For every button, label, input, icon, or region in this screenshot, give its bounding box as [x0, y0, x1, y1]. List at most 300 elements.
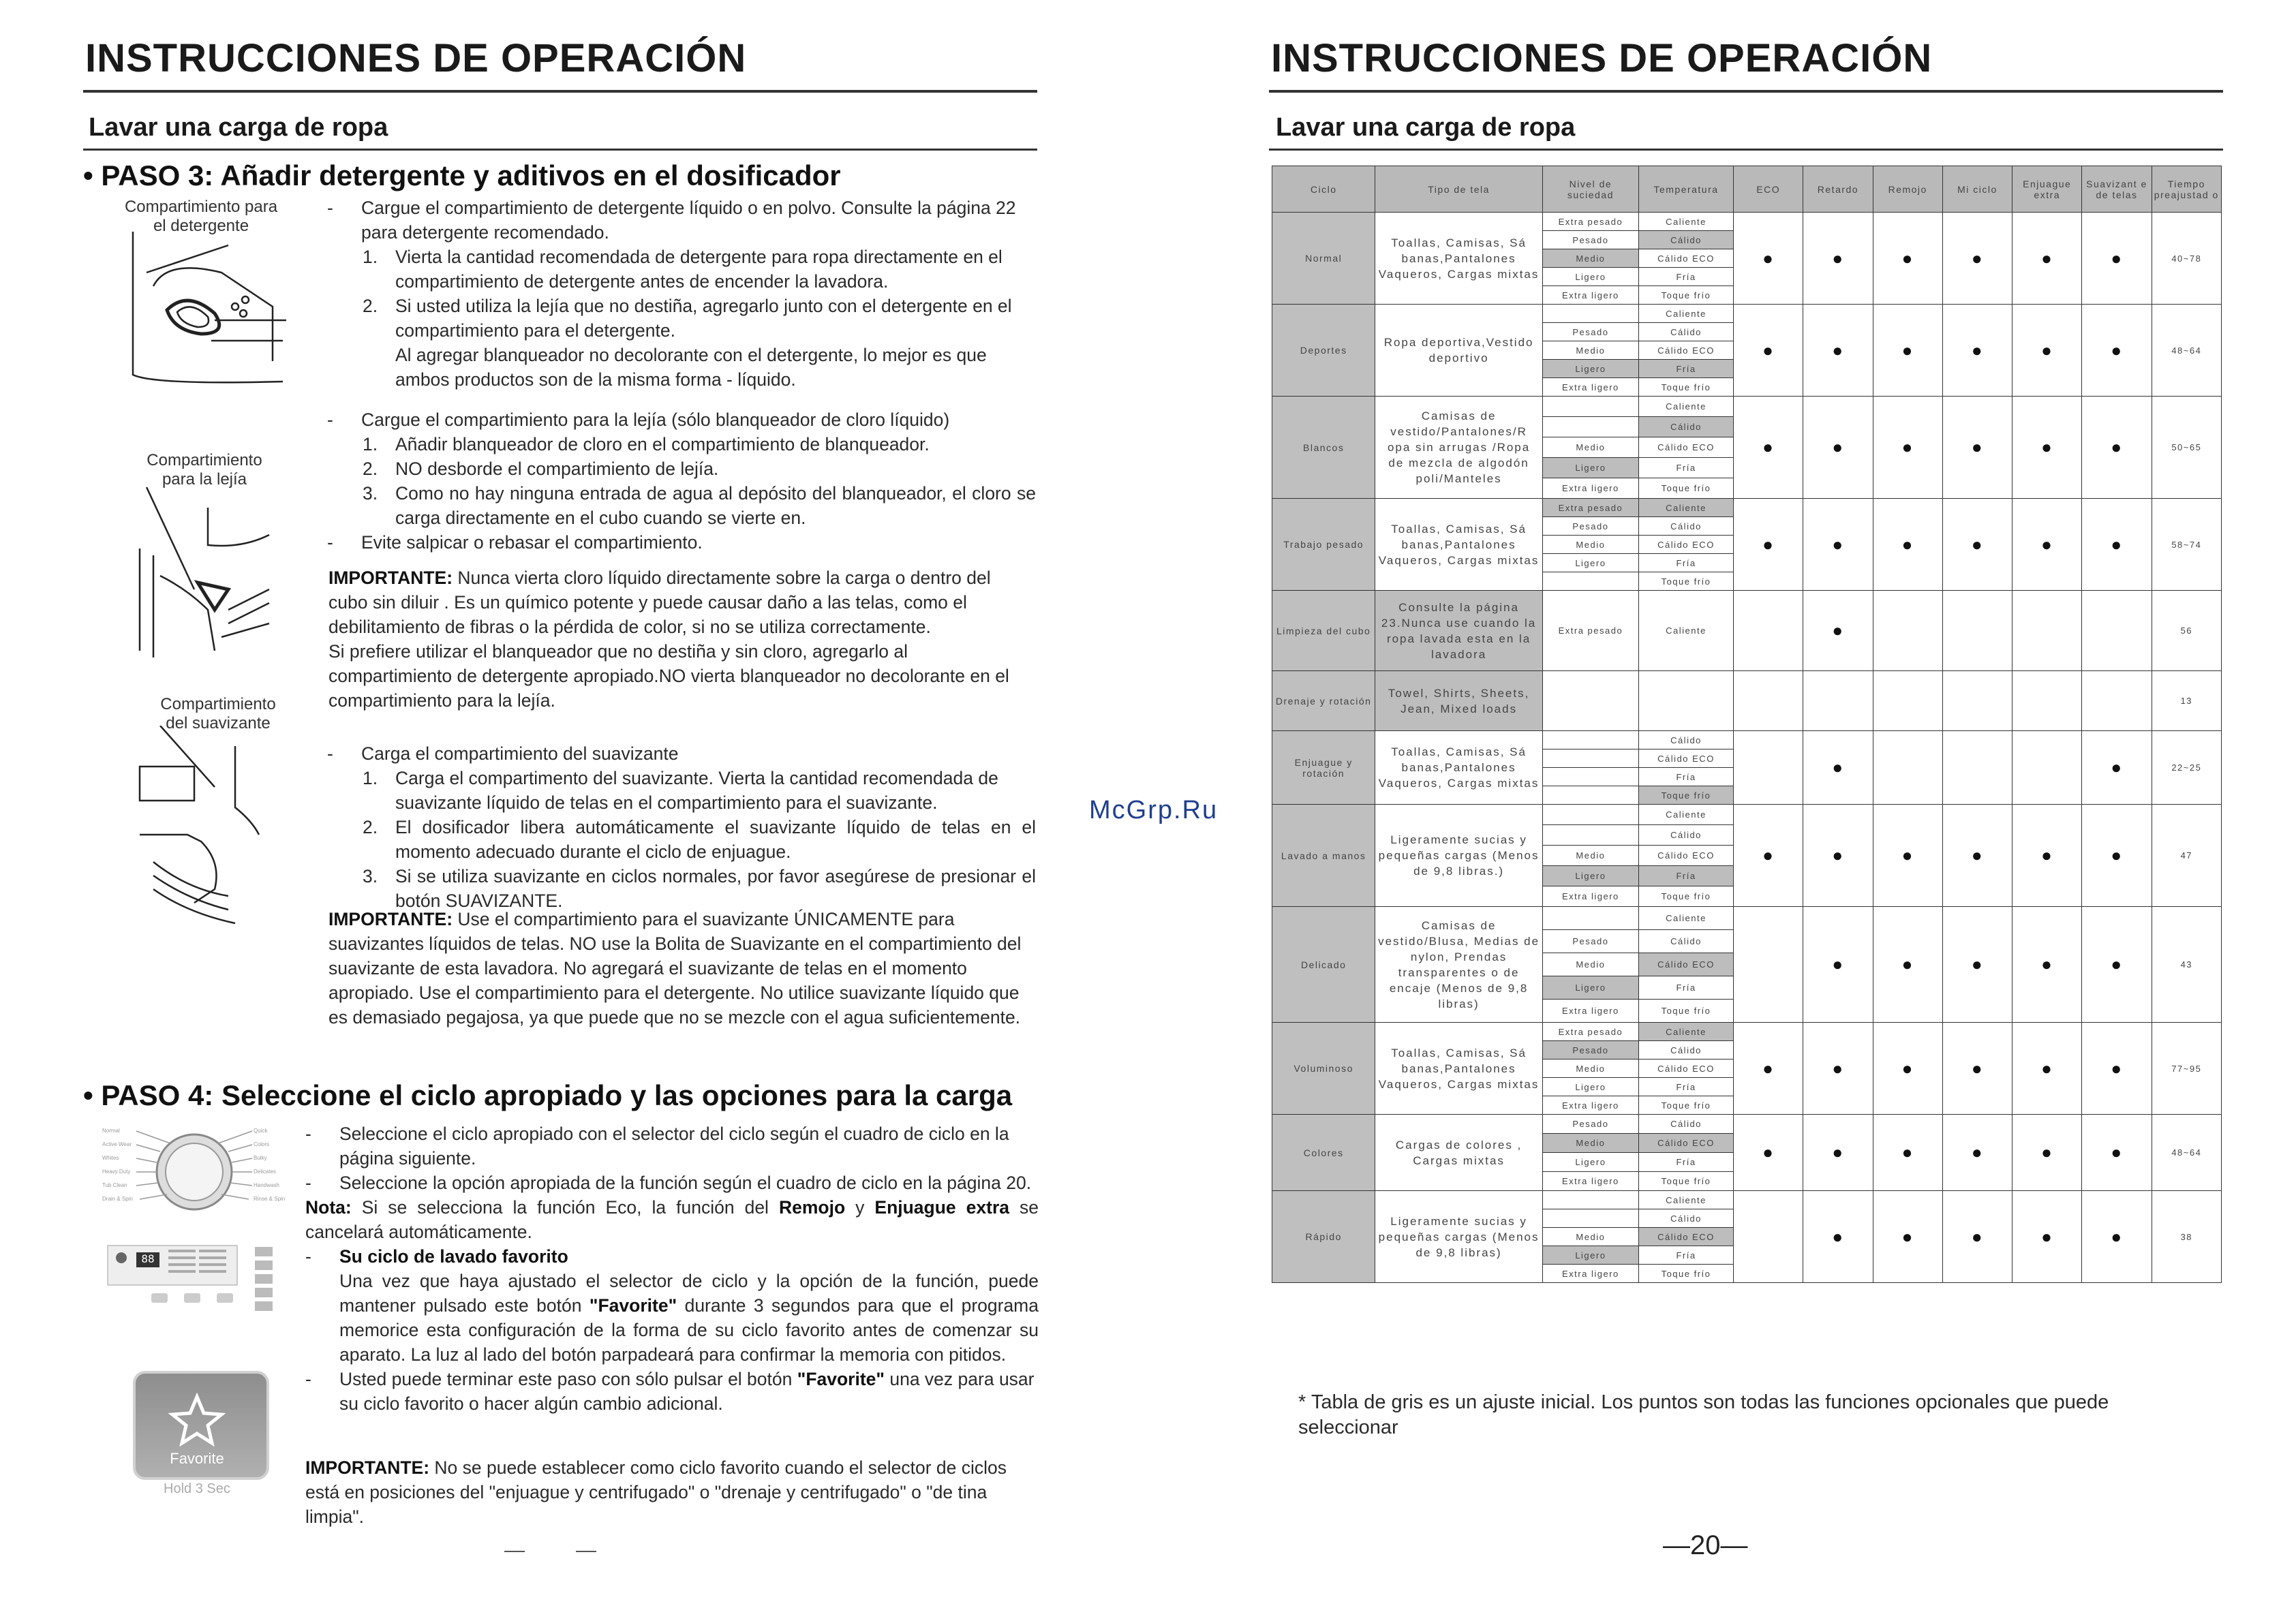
title-rule	[1269, 90, 2223, 93]
preset-time: 50~65	[2152, 397, 2221, 499]
detergent-instructions: - Cargue el compartimiento de detergente líquido o en polvo. Consulte la página 22 para detergente recomendado. 1. Vierta la cantidad recomendada de detergente para ropa directamente en el compartimiento de detergente antes de encender la lavadora. 2. Si usted utiliza la lejía que no destiña, agregarlo junto con el detergente en el compartimiento para el detergente. Al agregar blanqueador no decolorante con el detergente, lo mejor es que ambos productos son de la misma forma - líquido.	[327, 198, 1016, 390]
cycle-name: Lavado a manos	[1272, 805, 1375, 907]
temperature: Fría	[1638, 1153, 1733, 1172]
cycle-name: Colores	[1272, 1115, 1375, 1191]
soil-level: Extra ligero	[1542, 286, 1638, 305]
bleach-important-text: Nunca vierta cloro líquido directamente sobre la carga o dentro del cubo sin diluir . Es un químico potente y puede causar daño a las telas, como el debilitamiento de fibras o la pérdida de color, si no se utiliza correctamente.	[328, 568, 991, 637]
cycle-name: Drenaje y rotación	[1272, 671, 1375, 731]
option-dot: ●	[1873, 1191, 1942, 1283]
fabric-type: Toallas, Camisas, Sá banas,Pantalones Vaqueros, Cargas mixtas	[1375, 213, 1542, 305]
step3-heading: • PASO 3: Añadir detergente y aditivos en el dosificador	[83, 159, 841, 191]
option-dot: ●	[1734, 397, 1803, 499]
option-dot: ●	[1942, 1023, 2012, 1115]
option-dot: ●	[1734, 805, 1803, 907]
soil-level	[1542, 417, 1638, 437]
option-dot	[1873, 731, 1942, 805]
soil-level: Medio	[1542, 846, 1638, 866]
option-dot: ●	[2082, 1191, 2152, 1283]
table-header-row	[1272, 166, 2222, 213]
nota-y: y	[855, 1197, 865, 1218]
fabric-type: Towel, Shirts, Sheets, Jean, Mixed loads	[1375, 671, 1542, 731]
temperature: Cálido	[1638, 930, 1733, 953]
bleach-important-label: IMPORTANTE:	[328, 568, 453, 588]
cycle-name: Delicado	[1272, 907, 1375, 1023]
temperature: Caliente	[1638, 1023, 1733, 1041]
soil-level: Ligero	[1542, 458, 1638, 478]
soil-level: Pesado	[1542, 231, 1638, 249]
nota-label: Nota:	[305, 1197, 352, 1218]
temperature: Fría	[1638, 1246, 1733, 1265]
temperature: Toque frío	[1638, 378, 1733, 397]
cycle-name: Rápido	[1272, 1191, 1375, 1283]
temperature: Cálido	[1638, 417, 1733, 437]
table-row	[1272, 1191, 2222, 1209]
detergent-step2: Si usted utiliza la lejía que no destiña, agregarlo junto con el detergente en el compartimiento para el detergente.	[395, 296, 1012, 341]
bleach-compartment-illustration	[133, 487, 283, 671]
option-dot: ●	[1803, 213, 1873, 305]
soil-level	[1542, 825, 1638, 846]
temperature: Cálido ECO	[1638, 749, 1733, 768]
soil-level: Medio	[1542, 249, 1638, 268]
star-icon	[136, 1374, 272, 1455]
bleach-step1: Añadir blanqueador de cloro en el compartimiento de blanqueador.	[395, 434, 930, 454]
option-dot	[2012, 671, 2082, 731]
softener-important	[328, 907, 1030, 1030]
cycle-name: Limpieza del cubo	[1272, 591, 1375, 671]
temperature: Caliente	[1638, 1191, 1733, 1209]
option-dot: ●	[1734, 213, 1803, 305]
subtitle-rule	[1269, 149, 2223, 151]
dial-label: Bulky	[254, 1155, 267, 1161]
fabric-type: Camisas de vestido/Blusa, Medias de nylon, Prendas transparentes o de encaje (Menos de 9,8 libras)	[1375, 907, 1542, 1023]
table-header-cell: Mi ciclo	[1942, 166, 2012, 213]
fabric-type: Toallas, Camisas, Sá banas,Pantalones Vaqueros, Cargas mixtas	[1375, 499, 1542, 591]
temperature: Cálido	[1638, 731, 1733, 749]
temperature: Toque frío	[1638, 1172, 1733, 1191]
option-dot: ●	[2082, 499, 2152, 591]
dial-label: Drain & Spin	[102, 1196, 133, 1202]
soil-level: Pesado	[1542, 323, 1638, 341]
table-row	[1272, 805, 2222, 825]
temperature: Caliente	[1638, 591, 1733, 671]
temperature: Cálido ECO	[1638, 249, 1733, 268]
table-header-cell: Suavizant e de telas	[2082, 166, 2152, 213]
temperature: Cálido	[1638, 825, 1733, 846]
soil-level: Medio	[1542, 437, 1638, 458]
table-row	[1272, 305, 2222, 323]
step4-bullet1: Seleccione el ciclo apropiado con el selector del ciclo según el cuadro de ciclo en la página siguiente.	[339, 1124, 1009, 1169]
temperature: Cálido	[1638, 1041, 1733, 1060]
temperature: Cálido ECO	[1638, 1134, 1733, 1153]
option-dot: ●	[1942, 499, 2012, 591]
option-dot: ●	[1803, 591, 1873, 671]
temperature: Fría	[1638, 768, 1733, 786]
option-dot: ●	[1942, 1191, 2012, 1283]
fig-softener-label: Compartimiento del suavizante	[160, 695, 276, 732]
soil-level	[1542, 397, 1638, 417]
step4-instructions: - Seleccione el ciclo apropiado con el selector del ciclo según el cuadro de ciclo en la página siguiente. - Seleccione la opción apropiada de la función según el cuadro de ciclo en la página 20. Nota: Si se selecciona la función Eco, la función del Remojo y Enjuague extra se cancelará automáticamente. - Su ciclo de lavado favorito Una vez que haya ajustado el selector de ciclo y la opción de la función, puede mantener pulsado este botón "Favorite" durante 3 segundos para que el programa memorice esta configuración de la forma de su ciclo favorito antes de comenzar su aparato. La luz al lado del botón parpadeará para confirmar la memoria con pitidos. - Usted puede terminar este paso con sólo pulsar el botón "Favorite" una vez para usar su ciclo favorito o hacer algún cambio adicional.	[305, 1124, 1039, 1414]
dial-label: Colors	[254, 1141, 270, 1147]
temperature: Cálido ECO	[1638, 341, 1733, 360]
option-dot: ●	[1873, 397, 1942, 499]
preset-time: 13	[2152, 671, 2221, 731]
option-dot: ●	[2012, 213, 2082, 305]
soil-level	[1542, 671, 1638, 731]
fig-detergent-label: Compartimiento para el detergente	[124, 198, 278, 235]
option-dot	[2012, 731, 2082, 805]
fig-bleach-label: Compartimiento para la lejía	[147, 451, 262, 489]
option-dot: ●	[1942, 1115, 2012, 1191]
end-text1: Usted puede terminar este paso con sólo pulsar el botón	[339, 1369, 793, 1389]
nota-remojo: Remojo	[778, 1197, 846, 1218]
footer-dash	[576, 1551, 596, 1552]
soil-level	[1542, 1209, 1638, 1228]
temperature: Toque frío	[1638, 286, 1733, 305]
temperature: Toque frío	[1638, 572, 1733, 591]
dial-label: Normal	[102, 1128, 120, 1134]
cycle-name: Normal	[1272, 213, 1375, 305]
option-dot: ●	[2012, 397, 2082, 499]
nota-enjuague: Enjuague extra	[874, 1197, 1009, 1218]
temperature: Fría	[1638, 360, 1733, 378]
watermark: McGrp.Ru	[1089, 796, 1219, 824]
option-dot	[1803, 671, 1873, 731]
soil-level: Extra ligero	[1542, 1096, 1638, 1115]
table-row	[1272, 213, 2222, 231]
temperature: Cálido ECO	[1638, 1228, 1733, 1246]
table-header-cell: ECO	[1734, 166, 1803, 213]
soil-level: Ligero	[1542, 1153, 1638, 1172]
dial-label: Rinse & Spin	[254, 1196, 286, 1202]
table-header-cell: Enjuague extra	[2012, 166, 2082, 213]
dial-label: Whites	[102, 1155, 119, 1161]
option-dot: ●	[1803, 499, 1873, 591]
detergent-note: Al agregar blanqueador no decolorante con el detergente, lo mejor es que ambos productos son de la misma forma - líquido.	[395, 345, 987, 390]
option-dot: ●	[1873, 907, 1942, 1023]
option-dot: ●	[1942, 397, 2012, 499]
left-page-title: INSTRUCCIONES DE OPERACIÓN	[85, 36, 747, 80]
option-dot: ●	[1734, 1115, 1803, 1191]
right-page-title: INSTRUCCIONES DE OPERACIÓN	[1271, 36, 1933, 80]
favorite-cycle-title: Su ciclo de lavado favorito	[339, 1246, 568, 1267]
bleach-step3: Como no hay ninguna entrada de agua al depósito del blanqueador, el cloro se carga directamente en el cubo cuando se vierte en.	[395, 483, 1036, 528]
option-dot: ●	[1803, 1191, 1873, 1283]
preset-time: 43	[2152, 907, 2221, 1023]
fabric-type: Toallas, Camisas, Sá banas,Pantalones Vaqueros, Cargas mixtas	[1375, 731, 1542, 805]
table-row	[1272, 1023, 2222, 1041]
option-dot	[2012, 591, 2082, 671]
soil-level: Ligero	[1542, 1078, 1638, 1096]
option-dot: ●	[1734, 305, 1803, 397]
softener-intro: Carga el compartimiento del suavizante	[361, 743, 679, 764]
temperature: Toque frío	[1638, 1000, 1733, 1023]
soil-level	[1542, 768, 1638, 786]
soil-level: Extra ligero	[1542, 1265, 1638, 1283]
temperature: Cálido ECO	[1638, 846, 1733, 866]
favorite-text2: durante 3 segundos para que el programa memorice esta configuración de la forma de su ciclo favorito antes de comenzar su aparato. La luz al lado del botón parpadeará para confirmar la memoria con pitidos.	[339, 1295, 1039, 1365]
temperature: Caliente	[1638, 397, 1733, 417]
favorite-label: Favorite	[170, 1450, 224, 1467]
option-dot: ●	[1803, 1115, 1873, 1191]
option-dot	[1734, 731, 1803, 805]
soil-level	[1542, 731, 1638, 749]
dial-label: Tub Clean	[102, 1182, 127, 1188]
step4-heading: • PASO 4: Seleccione el ciclo apropiado y las opciones para la carga	[83, 1079, 1013, 1111]
option-dot: ●	[2082, 1115, 2152, 1191]
soil-level: Extra ligero	[1542, 1172, 1638, 1191]
fabric-type: Cargas de colores , Cargas mixtas	[1375, 1115, 1542, 1191]
softener-compartment-illustration	[133, 726, 283, 930]
temperature: Caliente	[1638, 805, 1733, 825]
soil-level	[1542, 1191, 1638, 1209]
nota-text2: cancelará automáticamente.	[305, 1222, 532, 1242]
softener-important-text: Use el compartimiento para el suavizante ÚNICAMENTE para suavizantes líquidos de telas. NO use la Bolita de Suavizante en el compartimiento del suavizante de esta lavadora. No agregará el suavizante de telas en el momento apropiado. Use el compartimiento para el detergente. No utilice suavizante líquido que es demasiado pegajosa, ya que puede que no se mezcle con el agua suficientemente.	[328, 909, 1022, 1027]
soil-level	[1542, 805, 1638, 825]
table-footnote: * Tabla de gris es un ajuste inicial. Los puntos son todas las funciones opcionales que puede seleccionar	[1298, 1391, 2109, 1438]
option-dot: ●	[1734, 499, 1803, 591]
option-dot	[1873, 671, 1942, 731]
table-row	[1272, 671, 2222, 731]
soil-level: Extra ligero	[1542, 886, 1638, 907]
soil-level: Ligero	[1542, 268, 1638, 286]
temperature: Fría	[1638, 1078, 1733, 1096]
option-dot: ●	[1942, 907, 2012, 1023]
option-dot: ●	[1942, 305, 2012, 397]
detergent-step1: Vierta la cantidad recomendada de detergente para ropa directamente en el compartimiento de detergente antes de encender la lavadora.	[395, 247, 1002, 292]
temperature: Toque frío	[1638, 478, 1733, 499]
table-row	[1272, 591, 2222, 671]
soil-level	[1542, 572, 1638, 591]
favorite-button-ref: "Favorite"	[589, 1295, 677, 1316]
soil-level	[1542, 786, 1638, 805]
bleach-avoid: Evite salpicar o rebasar el compartimiento.	[361, 532, 703, 553]
option-dot: ●	[1873, 1023, 1942, 1115]
step4-bullet2: Seleccione la opción apropiada de la función según el cuadro de ciclo en la página 20.	[339, 1173, 1032, 1193]
option-dot: ●	[2082, 1023, 2152, 1115]
temperature: Cálido ECO	[1638, 437, 1733, 458]
temperature: Fría	[1638, 268, 1733, 286]
preset-time: 77~95	[2152, 1023, 2221, 1115]
step4-important	[305, 1455, 1014, 1529]
option-dot: ●	[1803, 397, 1873, 499]
soil-level: Extra ligero	[1542, 1000, 1638, 1023]
fabric-type: Toallas, Camisas, Sá banas,Pantalones Vaqueros, Cargas mixtas	[1375, 1023, 1542, 1115]
soil-level: Medio	[1542, 536, 1638, 554]
soil-level: Extra ligero	[1542, 478, 1638, 499]
subtitle-rule	[83, 149, 1037, 151]
bleach-important	[328, 566, 1030, 713]
nota-text: Si se selecciona la función Eco, la función del	[361, 1197, 769, 1218]
table-row	[1272, 397, 2222, 417]
option-dot: ●	[1873, 213, 1942, 305]
temperature: Cálido ECO	[1638, 1060, 1733, 1078]
temperature: Fría	[1638, 458, 1733, 478]
step4-important-text: No se puede establecer como ciclo favorito cuando el selector de ciclos está en posiciones del "enjuague y centrifugado" o "drenaje y centrifugado" o "de tina limpia".	[305, 1457, 1007, 1527]
temperature: Cálido ECO	[1638, 536, 1733, 554]
detergent-compartment-illustration	[126, 232, 290, 388]
temperature: Cálido ECO	[1638, 953, 1733, 976]
option-dot: ●	[2082, 213, 2152, 305]
soil-level: Extra pesado	[1542, 499, 1638, 517]
bleach-intro: Cargue el compartimiento para la lejía (sólo blanqueador de cloro líquido)	[361, 409, 950, 430]
left-subtitle: Lavar una carga de ropa	[89, 113, 388, 142]
bleach-instructions: - Cargue el compartimiento para la lejía (sólo blanqueador de cloro líquido) 1. Añadir blanqueador de cloro en el compartimiento de blanqueador. 2. NO desborde el compartimiento de lejía. 3. Como no hay ninguna entrada de agua al depósito del blanqueador, el cloro se carga directamente en el cubo cuando se vierte en. - Evite salpicar o rebasar el compartimiento.	[327, 409, 1036, 553]
temperature: Toque frío	[1638, 886, 1733, 907]
temperature: Cálido	[1638, 1115, 1733, 1134]
option-dot: ●	[1803, 805, 1873, 907]
option-dot: ●	[2082, 731, 2152, 805]
table-row	[1272, 499, 2222, 517]
temperature: Caliente	[1638, 213, 1733, 231]
option-dot: ●	[2012, 907, 2082, 1023]
dial-label: Active Wear	[102, 1141, 132, 1147]
option-dot	[1942, 591, 2012, 671]
soil-level: Ligero	[1542, 360, 1638, 378]
table-header-cell: Temperatura	[1638, 166, 1733, 213]
soil-level: Medio	[1542, 953, 1638, 976]
table-header-cell: Tipo de tela	[1375, 166, 1542, 213]
softener-step1: Carga el compartimento del suavizante. Vierta la cantidad recomendada de suavizante líquido de telas en el compartimiento para el suavizante.	[395, 768, 998, 813]
soil-level: Ligero	[1542, 866, 1638, 886]
option-dot	[1942, 731, 2012, 805]
soil-level: Medio	[1542, 1134, 1638, 1153]
temperature: Toque frío	[1638, 1265, 1733, 1283]
fabric-type: Camisas de vestido/Pantalones/R opa sin arrugas /Ropa de mezcla de algodón poli/Manteles	[1375, 397, 1542, 499]
temperature: Toque frío	[1638, 786, 1733, 805]
table-row	[1272, 907, 2222, 930]
preset-time: 47	[2152, 805, 2221, 907]
option-dot	[1734, 591, 1803, 671]
option-dot: ●	[2012, 805, 2082, 907]
footer-dash	[504, 1551, 525, 1552]
soil-level: Extra pesado	[1542, 213, 1638, 231]
option-dot	[2082, 671, 2152, 731]
temperature: Caliente	[1638, 907, 1733, 930]
option-dot: ●	[1803, 731, 1873, 805]
soil-level: Ligero	[1542, 976, 1638, 1000]
option-dot: ●	[1803, 1023, 1873, 1115]
fabric-type: Ligeramente sucias y pequeñas cargas (Menos de 9,8 libras)	[1375, 1191, 1542, 1283]
cycle-table	[1272, 166, 2222, 1283]
temperature	[1638, 671, 1733, 731]
detergent-intro: Cargue el compartimiento de detergente líquido o en polvo. Consulte la página 22 para detergente recomendado.	[361, 198, 1016, 243]
option-dot	[1942, 671, 2012, 731]
end-text2: una vez para usar su ciclo favorito o hacer algún cambio adicional.	[339, 1369, 1035, 1414]
temperature: Fría	[1638, 866, 1733, 886]
option-dot: ●	[1873, 1115, 1942, 1191]
cycle-dial-illustration	[102, 1123, 286, 1218]
fabric-type: Ropa deportiva,Vestido deportivo	[1375, 305, 1542, 397]
soil-level: Extra ligero	[1542, 378, 1638, 397]
step4-important-label: IMPORTANTE:	[305, 1457, 430, 1478]
softener-important-label: IMPORTANTE:	[328, 909, 453, 929]
table-row	[1272, 1115, 2222, 1134]
soil-level: Extra pesado	[1542, 591, 1638, 671]
temperature: Caliente	[1638, 499, 1733, 517]
table-header-cell: Ciclo	[1272, 166, 1375, 213]
temperature: Cálido	[1638, 1209, 1733, 1228]
dial-label: Handwash	[254, 1182, 279, 1188]
dial-label: Quick	[254, 1128, 268, 1134]
option-dot	[2082, 591, 2152, 671]
preset-time: 38	[2152, 1191, 2221, 1283]
cycle-name: Blancos	[1272, 397, 1375, 499]
option-dot: ●	[2012, 1191, 2082, 1283]
option-dot: ●	[2082, 805, 2152, 907]
option-dot: ●	[2012, 305, 2082, 397]
option-dot	[1734, 1191, 1803, 1283]
option-dot: ●	[1942, 805, 2012, 907]
favorite-text1: Una vez que haya ajustado el selector de ciclo y la opción de la función, puede mantener pulsado este botón	[339, 1271, 1039, 1316]
favorite-button-illustration	[133, 1371, 269, 1480]
softener-instructions: - Carga el compartimiento del suavizante 1. Carga el compartimento del suavizante. Vierta la cantidad recomendada de suavizante líquido de telas en el compartimiento para el suavizante. 2. El dosificador libera automáticamente el suavizante líquido de telas en el momento adecuado durante el ciclo de enjuague. 3. Si se utiliza suavizante en ciclos normales, por favor asegúrese de presionar el botón SUAVIZANTE.	[327, 743, 1036, 911]
temperature: Cálido	[1638, 231, 1733, 249]
cycle-name: Deportes	[1272, 305, 1375, 397]
option-dot: ●	[1873, 499, 1942, 591]
soil-level: Medio	[1542, 341, 1638, 360]
panel-display: 88	[141, 1252, 155, 1265]
preset-time: 58~74	[2152, 499, 2221, 591]
temperature: Caliente	[1638, 305, 1733, 323]
nota-se: se	[1020, 1197, 1039, 1218]
table-row	[1272, 731, 2222, 749]
cycle-name: Trabajo pesado	[1272, 499, 1375, 591]
option-dot: ●	[1803, 907, 1873, 1023]
table-header-cell: Retardo	[1803, 166, 1873, 213]
temperature: Fría	[1638, 554, 1733, 572]
option-dot: ●	[2012, 1023, 2082, 1115]
end-button-ref: "Favorite"	[797, 1369, 885, 1389]
fabric-type: Ligeramente sucias y pequeñas cargas (Menos de 9,8 libras.)	[1375, 805, 1542, 907]
table-header-cell: Tiempo preajustad o	[2152, 166, 2221, 213]
soil-level	[1542, 749, 1638, 768]
page-number: —20—	[1663, 1530, 1748, 1560]
preset-time: 22~25	[2152, 731, 2221, 805]
softener-step2: El dosificador libera automáticamente el suavizante líquido de telas en el momento adecuado durante el ciclo de enjuague.	[395, 817, 1036, 862]
soil-level: Ligero	[1542, 554, 1638, 572]
hold-label: Hold 3 Sec	[164, 1481, 230, 1496]
control-panel-illustration	[104, 1240, 288, 1322]
option-dot: ●	[1803, 305, 1873, 397]
option-dot: ●	[1942, 213, 2012, 305]
option-dot	[1734, 671, 1803, 731]
preset-time: 56	[2152, 591, 2221, 671]
cycle-name: Voluminoso	[1272, 1023, 1375, 1115]
option-dot: ●	[2082, 907, 2152, 1023]
preset-time: 48~64	[2152, 305, 2221, 397]
option-dot: ●	[1873, 305, 1942, 397]
bleach-step2: NO desborde el compartimiento de lejía.	[395, 459, 719, 479]
temperature: Toque frío	[1638, 1096, 1733, 1115]
option-dot: ●	[2082, 397, 2152, 499]
right-subtitle: Lavar una carga de ropa	[1276, 113, 1576, 142]
fabric-type: Consulte la página 23.Nunca use cuando la ropa lavada esta en la lavadora	[1375, 591, 1542, 671]
soil-level: Pesado	[1542, 930, 1638, 953]
preset-time: 48~64	[2152, 1115, 2221, 1191]
table-header-cell: Remojo	[1873, 166, 1942, 213]
option-dot: ●	[1873, 805, 1942, 907]
dial-label: Delicates	[254, 1169, 276, 1175]
softener-step3: Si se utiliza suavizante en ciclos normales, por favor asegúrese de presionar el botón SUAVIZANTE.	[395, 866, 1036, 911]
table-header-cell: Nivel de suciedad	[1542, 166, 1638, 213]
option-dot: ●	[2012, 499, 2082, 591]
bleach-important-text2: Si prefiere utilizar el blanqueador que no destiña y sin cloro, agregarlo al compartimiento de detergente apropiado.NO vierta blanqueador no decolorante en el compartimiento para la lejía.	[328, 641, 1009, 711]
soil-level: Pesado	[1542, 1115, 1638, 1134]
temperature: Fría	[1638, 976, 1733, 1000]
soil-level: Medio	[1542, 1060, 1638, 1078]
temperature: Cálido	[1638, 323, 1733, 341]
soil-level: Pesado	[1542, 1041, 1638, 1060]
